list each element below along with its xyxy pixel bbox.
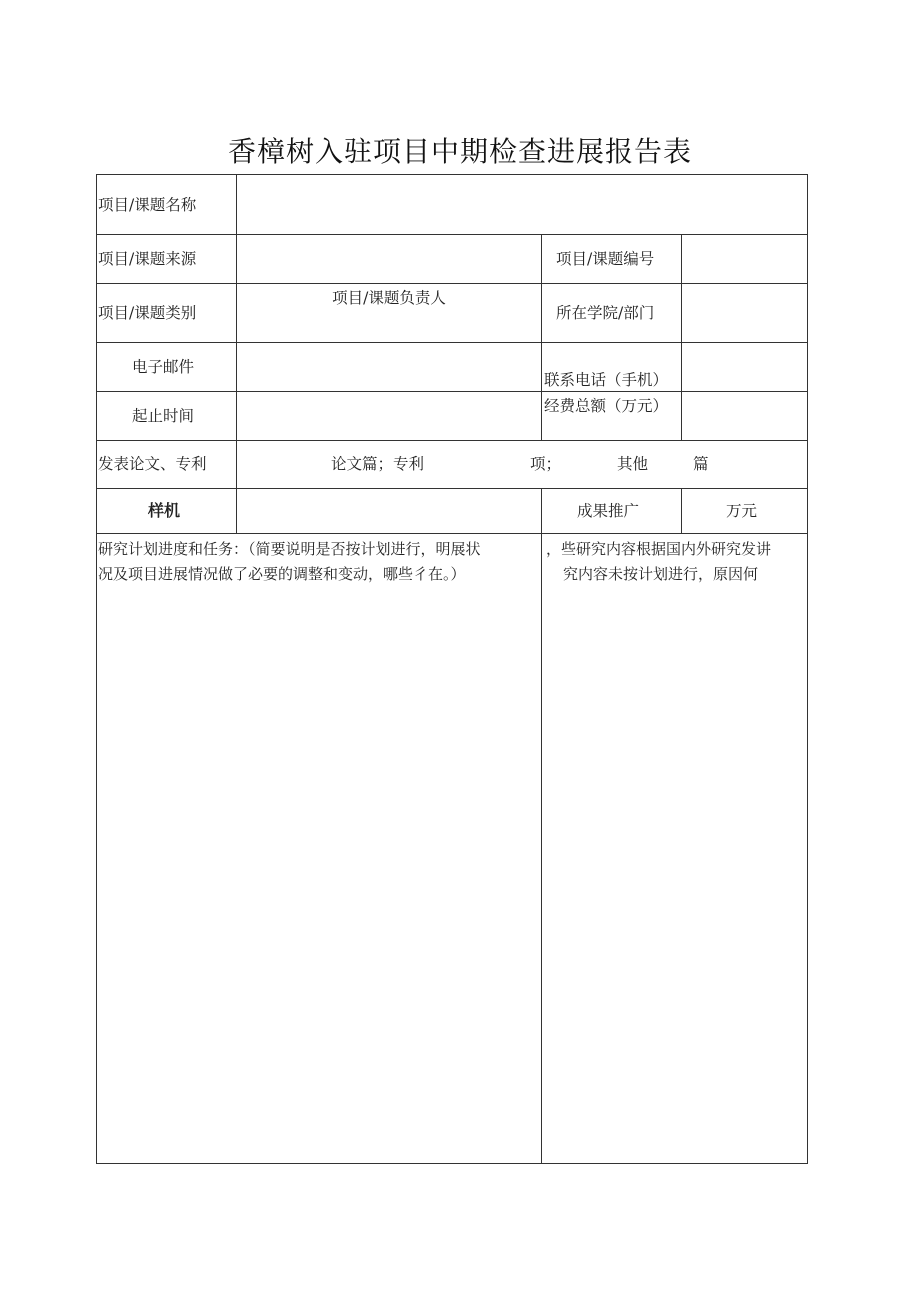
email-field[interactable] [238, 346, 538, 388]
progress-text-area[interactable] [98, 600, 540, 1160]
prototype-label: 样机 [148, 501, 181, 520]
promotion-unit: 万元 [726, 502, 758, 520]
period-label: 起止时间 [132, 407, 195, 425]
progress-left-line-2: 况及项目进展情况做了必要的调整和变动，哪些彳在。） [98, 565, 466, 583]
project-number-label: 项目/课题编号 [556, 250, 655, 268]
funding-field[interactable] [683, 395, 805, 437]
progress-description-right [546, 537, 806, 587]
progress-left-line-1: 研究计划进度和任务：（简要说明是否按计划进行，明展状 [98, 540, 481, 558]
project-leader-label: 项目/课题负责人 [332, 289, 446, 307]
project-source-label: 项目/课题来源 [98, 250, 197, 268]
promotion-label: 成果推广 [577, 502, 640, 520]
papers-patents-label: 发表论文、专利 [98, 455, 207, 473]
project-category-label: 项目/课题类别 [98, 304, 197, 322]
department-label: 所在学院/部门 [556, 304, 655, 322]
phone-label: 联系电话（手机） [544, 371, 669, 389]
page-title: 香樟树入驻项目中期检查进展报告表 [227, 135, 692, 168]
project-name-label: 项目/课题名称 [98, 196, 197, 214]
funding-label: 经费总额（万元） [544, 397, 669, 415]
papers-item-text: 项； [530, 455, 562, 473]
project-number-field[interactable] [683, 238, 805, 280]
progress-right-line-2: 究内容未按计划进行，原因何 [563, 565, 759, 583]
phone-field[interactable] [683, 346, 805, 388]
progress-description-left [98, 537, 540, 587]
period-field[interactable] [238, 395, 538, 437]
department-field[interactable] [683, 287, 805, 339]
email-label: 电子邮件 [132, 358, 195, 376]
project-source-field[interactable] [238, 238, 538, 280]
papers-text: 论文篇；专利 [331, 455, 425, 473]
papers-unit-text: 篇 [693, 455, 709, 473]
progress-right-line-1: ，些研究内容根据国内外研究发讲 [546, 540, 772, 558]
prototype-field[interactable] [238, 491, 538, 531]
papers-other-text: 其他 [617, 455, 649, 473]
project-name-field[interactable] [238, 180, 806, 232]
